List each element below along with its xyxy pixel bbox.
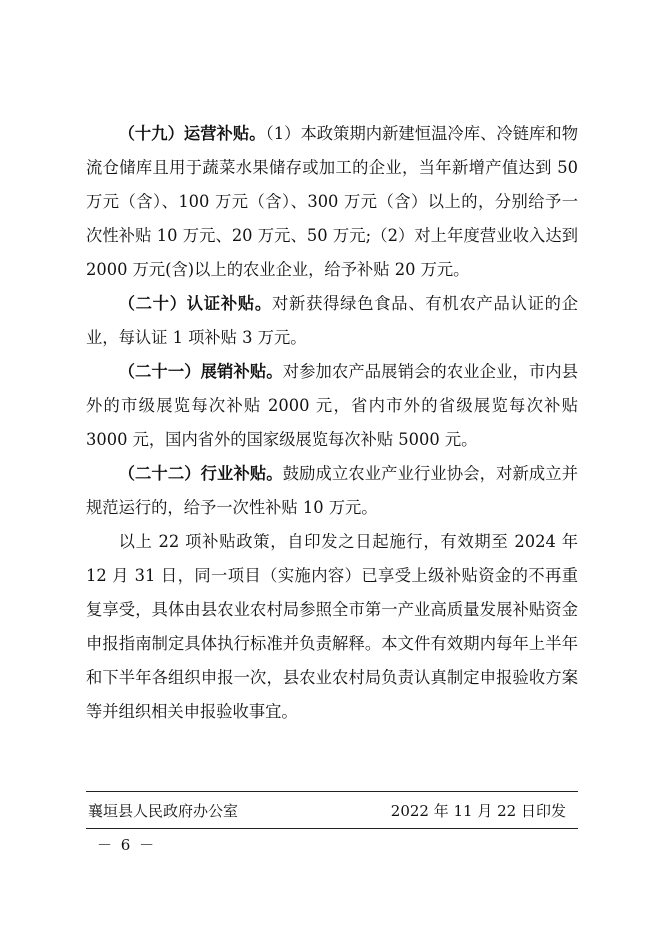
paragraph-closing-provisions (86, 525, 578, 729)
paragraph-operation-subsidy (86, 117, 578, 287)
clause-heading: （十九）运营补贴。 (118, 124, 266, 143)
issuance-footer (86, 791, 578, 829)
issuer-name: 襄垣县人民政府办公室 (88, 801, 239, 820)
body-text (86, 117, 578, 729)
clause-body: 以上 22 项补贴政策，自印发之日起施行，有效期至 2024 年 12 月 31 日，同一项目（实施内容）已享受上级补贴资金的不再重复享受，具体由县农业农村局参照全市第一产业高质量发展补贴资金申报指南制定具体执行标准并负责解释。本文件有效期内每年上半年和下半年各组织申报一次，县农业农村局负责认真制定申报验收方案等并组织相关申报验收事宜。 (86, 532, 578, 721)
paragraph-certification-subsidy (86, 287, 578, 355)
clause-heading: （二十二）行业补贴。 (118, 464, 283, 483)
clause-body: 对新获得绿色食品、有机农产品认证的企业，每认证 1 项补贴 3 万元。 (86, 294, 578, 347)
clause-body: （1）本政策期内新建恒温冷库、冷链库和物流仓储库且用于蔬菜水果储存或加工的企业，当年新增产值达到 50 万元（含）、100 万元（含）、300 万元（含）以上的，分别给予一次性补贴 10 万元、20 万元、50 万元;（2）对上年度营业收入达到 2000 万元(含)以上的农业企业，给予补贴 20 万元。 (86, 124, 578, 279)
paragraph-exhibition-subsidy (86, 355, 578, 457)
page-number: － 6 － (97, 836, 157, 854)
clause-body: 对参加农产品展销会的农业企业，市内县外的市级展览每次补贴 2000 元，省内市外的省级展览每次补贴 3000 元，国内省外的国家级展览每次补贴 5000 元。 (86, 362, 578, 449)
paragraph-industry-subsidy (86, 457, 578, 525)
clause-heading: （二十）认证补贴。 (118, 294, 272, 313)
clause-body: 鼓励成立农业产业行业协会，对新成立并规范运行的，给予一次性补贴 10 万元。 (86, 464, 578, 517)
clause-heading: （二十一）展销补贴。 (118, 362, 283, 381)
issue-date: 2022 年 11 月 22 日印发 (390, 801, 566, 820)
